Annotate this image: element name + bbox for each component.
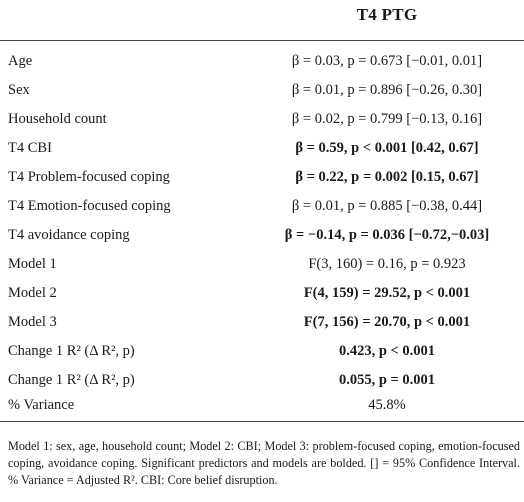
- row-label: Change 1 R² (Δ R², p): [8, 343, 135, 359]
- table-row: [0, 338, 524, 367]
- row-label: Sex: [8, 82, 30, 98]
- table-bottom-rule: [0, 421, 524, 422]
- row-value: F(3, 160) = 0.16, p = 0.923: [308, 256, 466, 272]
- table-row: [0, 251, 524, 280]
- row-value: F(4, 159) = 29.52, p < 0.001: [303, 285, 471, 301]
- table-footnote: Model 1: sex, age, household count; Model 2: CBI; Model 3: problem-focused coping, emotion-focused coping, avoidance coping. Significant predictors and models are bolded. [] = 95% Confidence Interval. % Variance = Adjusted R². CBI: Core belief disruption.: [8, 439, 520, 487]
- row-label: T4 Emotion-focused coping: [8, 198, 171, 214]
- row-label: T4 CBI: [8, 140, 52, 156]
- table-header: [0, 0, 524, 41]
- row-value: β = 0.03, p = 0.673 [−0.01, 0.01]: [291, 53, 483, 69]
- row-label: Model 3: [8, 314, 57, 330]
- row-value: F(7, 156) = 20.70, p < 0.001: [303, 314, 471, 330]
- row-value: 0.423, p < 0.001: [338, 343, 436, 359]
- table-row: [0, 106, 524, 135]
- row-label: Household count: [8, 111, 107, 127]
- table-row: [0, 77, 524, 106]
- row-value: β = 0.59, p < 0.001 [0.42, 0.67]: [295, 140, 479, 156]
- table-row: [0, 164, 524, 193]
- table-row: [0, 392, 524, 421]
- row-value: β = 0.22, p = 0.002 [0.15, 0.67]: [295, 169, 479, 185]
- row-value: β = 0.02, p = 0.799 [−0.13, 0.16]: [291, 111, 483, 127]
- table-row: [0, 280, 524, 309]
- row-value: 0.055, p = 0.001: [338, 372, 436, 388]
- table-row: [0, 48, 524, 77]
- row-label: % Variance: [8, 397, 75, 413]
- table-row: [0, 309, 524, 338]
- row-label: Model 2: [8, 285, 57, 301]
- row-label: T4 avoidance coping: [8, 227, 130, 243]
- row-label: T4 Problem-focused coping: [8, 169, 170, 185]
- row-label: Model 1: [8, 256, 57, 272]
- row-label: Age: [8, 53, 33, 69]
- table-row: [0, 135, 524, 164]
- row-value: 45.8%: [368, 397, 406, 413]
- row-label: Change 1 R² (Δ R², p): [8, 372, 135, 388]
- row-value: β = 0.01, p = 0.885 [−0.38, 0.44]: [291, 198, 483, 214]
- column-header-t4-ptg: T4 PTG: [356, 5, 418, 24]
- table-row: [0, 222, 524, 251]
- row-value: β = 0.01, p = 0.896 [−0.26, 0.30]: [291, 82, 483, 98]
- table-row: [0, 193, 524, 222]
- row-value: β = −0.14, p = 0.036 [−0.72,−0.03]: [284, 227, 490, 243]
